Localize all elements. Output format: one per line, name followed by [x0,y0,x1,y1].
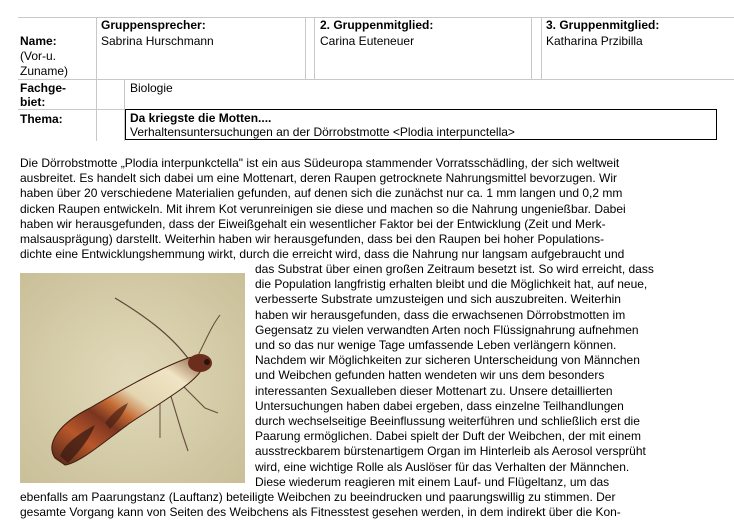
grid-line [531,17,532,79]
text-line: Paarung ermöglichen. Dabei spielt der Duft der Weibchen, der mit einem [255,429,641,444]
grid-line [18,79,734,80]
header-member-3: 3. Gruppenmitglied: [546,18,660,32]
name-label-sub: (Vor-u. [20,49,57,63]
subject-label: biet: [20,95,46,109]
text-line: und so das nur wenige Tage umfassende Leben verlängern können. [255,338,617,353]
subject-label: Fachge- [20,81,67,95]
name-member-3: Katharina Przibilla [546,34,643,48]
text-line: Die Dörrobstmotte „Plodia interpunkctella" ist ein aus Südeuropa stammender Vorratsschädling, der sich weltweit [20,156,620,170]
text-line: interessanten Sexualleben dieser Mottenart zu. Unsere detaillierten [255,383,613,398]
text-line: und Weibchen gefunden hatten wendeten wir uns dem besonders [255,368,605,383]
moth-photo [20,273,245,483]
name-spokesperson: Sabrina Hurschmann [101,34,214,48]
name-member-2: Carina Euteneuer [320,34,415,48]
grid-line [314,17,315,79]
text-line: durch wechselseitige Beeinflussung weiterführen und schließlich erst die [255,414,640,429]
grid-line [18,109,125,110]
moth-eye [204,359,210,365]
grid-line [96,17,97,141]
text-line: dicken Raupen entwickeln. Mit ihrem Kot verunreinigen sie diese und machen so die Nahrung ungenießbar. Dabei [20,201,626,216]
text-line: Gegensatz zu vielen verwandten Arten noch Flüssignahrung aufnehmen [255,322,639,337]
topic-title: Da kriegste die Motten.... [130,111,272,125]
text-line: dichte eine Entwicklungshemmung wirkt, durch die erreicht wird, dass die Nahrung nur langsam aufgebraucht und [20,247,625,262]
text-line: Diese wiederum reagieren mit einem Lauf- und Flügeltanz, um das [255,474,610,489]
topic-label: Thema: [20,112,63,126]
text-line: das Substrat über einen großen Zeitraum besetzt ist. So wird erreicht, dass [255,262,654,276]
body-paragraph-top [20,156,720,262]
text-line: ausbreitet. Es handelt sich dabei um eine Mottenart, deren Raupen getrocknete Nahrungsmittel bevorzugen. Wir [20,171,617,186]
grid-line [305,17,306,79]
name-label-sub: Zuname) [20,64,69,78]
text-line: haben wir herausgefunden, dass der Eiweißgehalt ein wesentlicher Faktor bei der Entwicklung (Zeit und Merk- [20,216,606,231]
grid-line [541,17,542,79]
body-paragraph-bottom [20,490,720,520]
name-label: Name: [20,34,57,48]
text-line: ebenfalls am Paarungstanz (Lauftanz) beteiligte Weibchen zu beeindrucken und paarungswillig zu stimmen. Der [20,490,616,504]
header-member-2: 2. Gruppenmitglied: [320,18,434,32]
subject-value: Biologie [130,81,173,95]
text-line: die Population langfristig erhalten bleibt und die Möglichkeit hat, auf neue, [255,277,648,292]
text-line: verbesserte Substrate umzusteigen und sich auszubreiten. Weiterhin [255,292,621,307]
text-line: wird, eine wichtige Rolle als Auslöser für das Verhalten der Männchen. [255,459,630,474]
text-line: Untersuchungen haben dabei ergeben, dass einzelne Teilhandlungen [255,398,624,413]
text-line: haben wir herausgefunden, dass die erwachsenen Dörrobstmotten im [255,307,626,322]
text-line: haben über 20 verschiedene Materialien gefunden, auf denen sich die zunächst nur ca. 1 mm langen und 0,2 mm [20,186,623,201]
text-line: gesamte Vorgang kann von Seiten des Weibchens als Fitnesstest gesehen werden, in dem indirekt über die Kon- [20,505,621,520]
body-paragraph-right [255,262,725,490]
text-line: malsausprägung) darstellt. Weiterhin haben wir herausgefunden, dass bei den Raupen bei hoher Populations- [20,232,605,247]
header-spokesperson: Gruppensprecher: [101,18,206,32]
topic-subtitle: Verhaltensuntersuchungen an der Dörrobstmotte <Plodia interpunctella> [130,125,515,139]
text-line: Nachdem wir Möglichkeiten zur sicheren Unterscheidung von Männchen [255,353,640,368]
text-line: ausstreckbarem bürstenartigem Organ im Hinterleib als Aerosol versprüht [255,444,646,459]
